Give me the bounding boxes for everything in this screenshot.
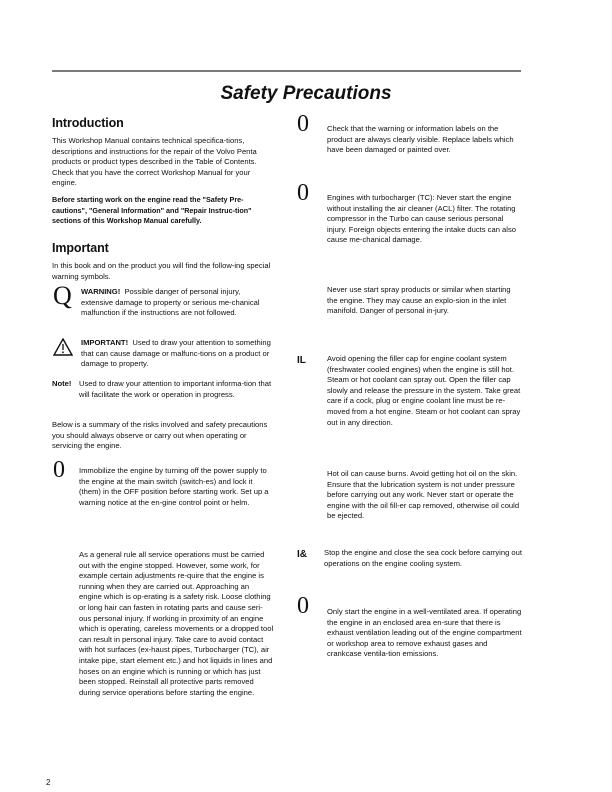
ventilation-icon: 0 [297,593,309,619]
safety-item [327,469,522,522]
safety-item-text: Stop the engine and close the sea cock before carrying out operations on the engine cooling system. [324,548,522,568]
important-item [81,338,271,370]
running-engine-icon [53,550,71,568]
introduction-bold-note: Before starting work on the engine read the "Safety Pre-cautions", "General Information" and "Repair Instruc-tion" sections of this Workshop Manual carefully. [52,194,252,226]
hot-oil-icon [297,470,315,488]
safety-item [79,466,274,508]
warning-text: Possible danger of personal injury, extensive damage to property or serious me-chanical malfunction if the instructions are not followed. [81,287,260,318]
sea-cock-icon: I& [297,549,307,560]
page-title: Safety Precautions [220,83,392,104]
note-item [79,379,273,400]
safety-item-text: Check that the warning or information labels on the product are always clearly visible. Replace labels which have been damaged or painted over. [327,124,514,155]
safety-item [327,124,522,156]
important-label: IMPORTANT! [81,338,129,347]
safety-item [327,193,522,246]
safety-item [79,550,274,698]
safety-item-text: Engines with turbocharger (TC): Never start the engine without installing the air cleaner (ACL) filter. The rotating compressor in the Turbo can cause serious personal injury. Foreign objects entering the intake ducts can also cause me-chanical damage. [327,193,516,245]
safety-item-text: Immobilize the engine by turning off the power supply to the engine at the main switch (switch-es) and lock it (them) in the OFF position before starting work. Set up a warning notice at the en-gine control point or helm. [79,466,269,507]
safety-item-text: As a general rule all service operations must be carried out with the engine stopped. However, some work, for example certain adjustments re-quire that the engine is running when they are carried out. Approaching an engine which is op-erating is a safety risk. Loose clothing or long hair can fasten in rotating parts and cause seri-ous personal injury. If working in proximity of an engine which is operating, careless movements or a dropped tool can result in personal injury. Take care to avoid contact with hot surfaces (ex-haust pipes, Turbocharger (TC), air intake pipe, start element etc.) and hot liquids in lines and hoses on an engine which is running or which has just been stopped. Reinstall all protective parts removed during service operations before starting the engine. [79,550,274,697]
important-intro: In this book and on the product you will find the follow-ing special warning symbols. [52,261,271,281]
start-spray-icon [297,285,315,303]
warning-icon: Q [53,281,72,310]
important-section [52,241,274,282]
safety-item-text: Avoid opening the filler cap for engine coolant system (freshwater cooled engines) when the engine is still hot. Steam or hot coolant can spray out. Open the filler cap slowly and release the pressure in the system. Take great care if a cock, plug or engine coolant line must be re-moved from a hot engine. Steam or hot coolant can spray out in any direction. [327,354,521,427]
labels-icon: 0 [297,111,309,137]
caution-triangle-icon [53,338,73,361]
page-number: 2 [46,778,51,787]
risk-summary-text: Below is a summary of the risks involved and safety precautions you should always observe or carry out when operating or servicing the engine. [52,420,268,451]
turbocharger-icon: 0 [297,180,309,206]
safety-item [327,607,522,660]
introduction-body: This Workshop Manual contains technical specifica-tions, descriptions and instructions for the repair of the Volvo Penta products or product types described in the Table of Contents. Check that you have the correct Workshop Manual for your engine. [52,136,257,188]
safety-item [324,548,522,569]
safety-item-text: Hot oil can cause burns. Avoid getting hot oil on the skin. Ensure that the lubrication system is not under pressure before carrying out any work. Never start or operate the engine with the oil fill-er cap removed, otherwise oil could be ejected. [327,469,520,521]
safety-item [327,285,522,317]
important-text: Used to draw your attention to something that can cause damage or malfunc-tions on a product or damage to property. [81,338,271,369]
safety-item-text: Only start the engine in a well-ventilated area. If operating the engine in an enclosed area en-sure that there is exhaust ventilation leading out of the engine compartment or workshop area to remove exhaust gases and crankcase ventila-tion emissions. [327,607,522,659]
important-heading: Important [52,241,109,255]
safety-item [327,354,522,428]
note-text: Used to draw your attention to important informa-tion that will facilitate the work or operation in progress. [79,379,272,399]
header-rule [52,70,521,72]
risk-summary [52,420,274,452]
coolant-icon: IL [297,355,306,366]
warning-item [81,287,271,319]
safety-item-text: Never use start spray products or similar when starting the engine. They may cause an explo-sion in the inlet manifold. Danger of personal in-jury. [327,285,511,316]
introduction-section [52,116,274,227]
immobilize-icon: 0 [53,457,65,483]
introduction-heading: Introduction [52,116,124,130]
note-label: Note! [52,379,72,388]
warning-label: WARNING! [81,287,121,296]
